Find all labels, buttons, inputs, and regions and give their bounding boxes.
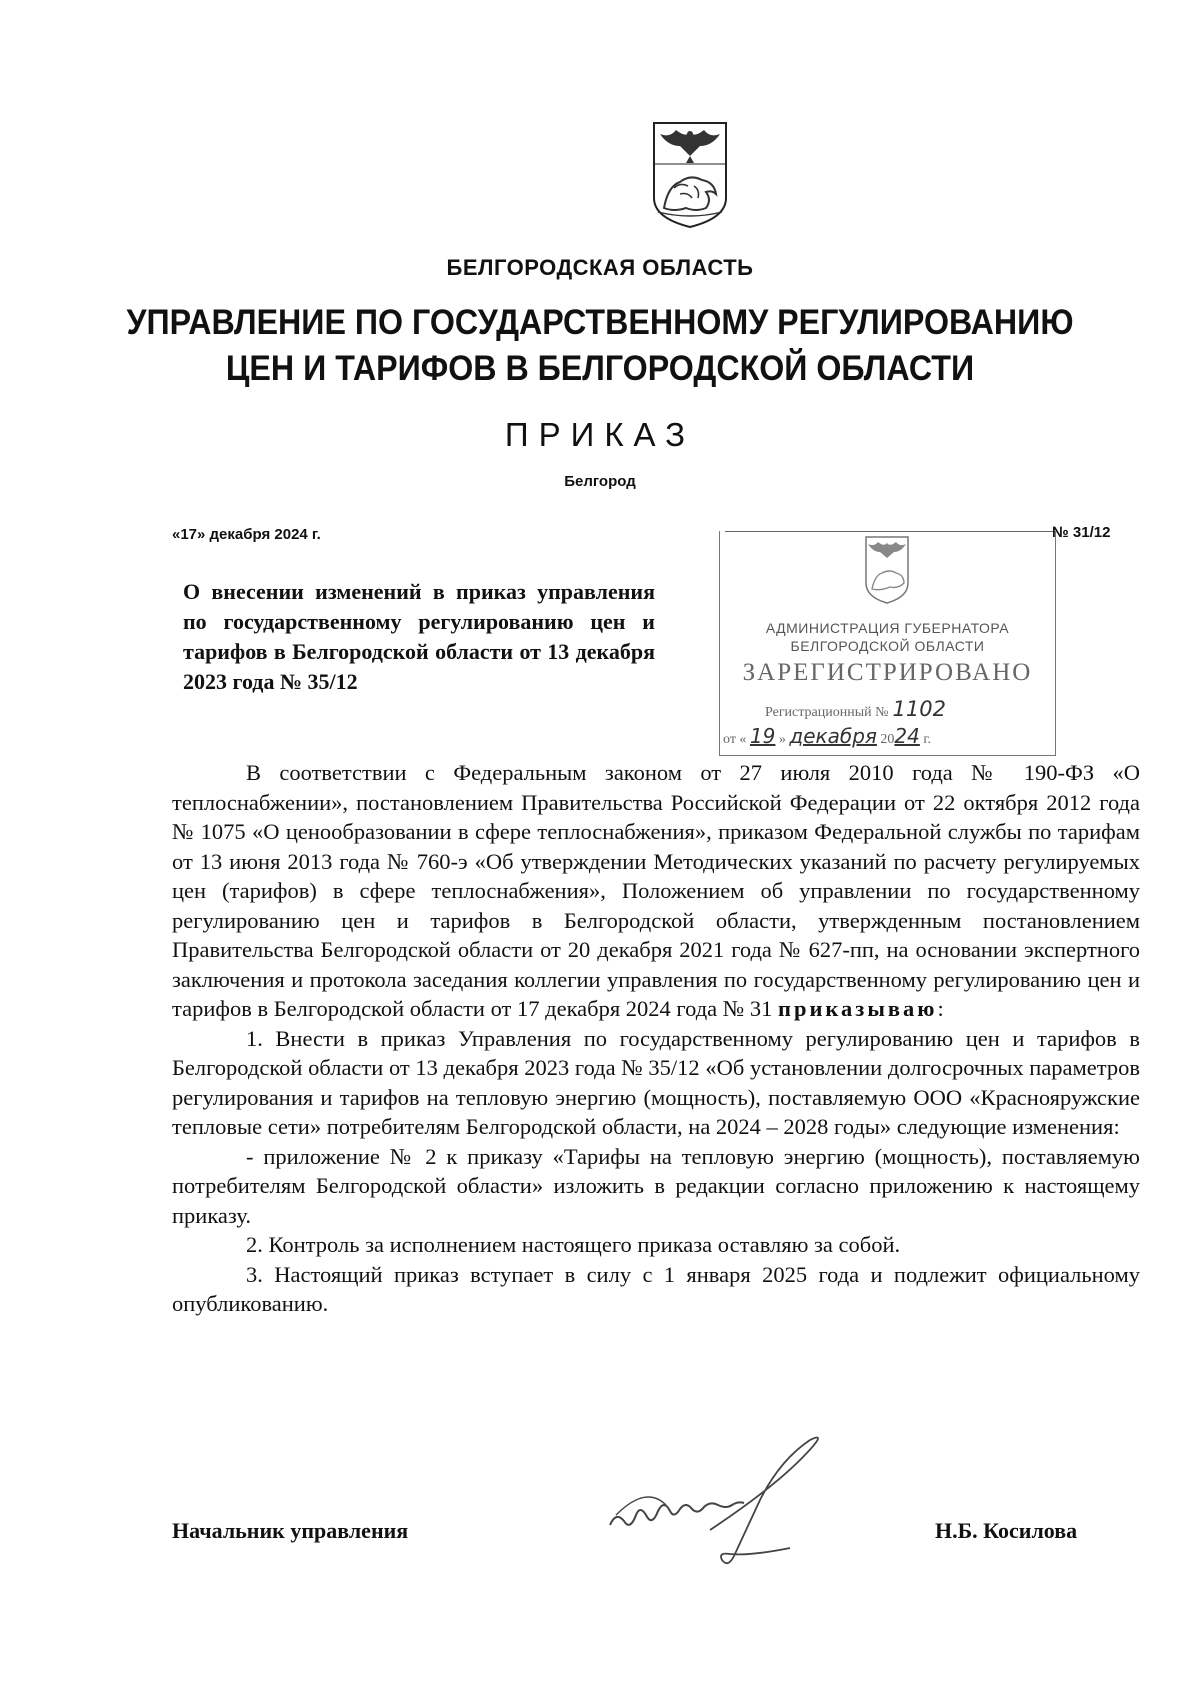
stamp-emblem-icon — [863, 535, 911, 605]
coat-of-arms-emblem — [650, 120, 730, 230]
stamp-year-prefix: 20 — [880, 732, 895, 747]
stamp-registered: ЗАРЕГИСТРИРОВАНО — [742, 659, 1033, 686]
stamp-organization — [720, 619, 1055, 655]
document-type: ПРИКАЗ — [504, 416, 696, 453]
clause-1: 1. Внести в приказ Управления по государственному регулированию цен и тарифов в Белгородской области от 13 декабря 2023 года № 35/12 «Об установлении долгосрочных параметров регулирования и тарифов на тепловую энергию (мощность), поставляемую ООО «Краснояружские тепловые сети» потребителям Белгородской области, на 2024 – 2028 годы» следующие изменения: — [172, 1025, 1140, 1139]
clause-1-item: - приложение № 2 к приказу «Тарифы на тепловую энергию (мощность), поставляемую потребителям Белгородской области» изложить в редакции согласно приложению к настоящему приказу. — [172, 1143, 1140, 1228]
order-subject: О внесении изменений в приказ управления по государственному регулированию цен и тарифов в Белгородской области от 13 декабря 2023 года № 35/12 — [183, 579, 655, 694]
order-body — [172, 758, 1140, 1319]
stamp-day: 19 — [749, 724, 776, 748]
registration-stamp — [719, 531, 1056, 756]
stamp-org-line-1: АДМИНИСТРАЦИЯ ГУБЕРНАТОРА — [765, 620, 1010, 636]
signatory-name: Н.Б. Косилова — [935, 1518, 1078, 1543]
signatory-position: Начальник управления — [172, 1518, 409, 1543]
preamble-paragraph — [172, 758, 1140, 1024]
city: Белгород — [564, 473, 636, 490]
department-line-1: УПРАВЛЕНИЕ ПО ГОСУДАРСТВЕННОМУ РЕГУЛИРОВАНИЮ — [126, 303, 1074, 342]
region-name: БЕЛГОРОДСКАЯ ОБЛАСТЬ — [446, 255, 754, 280]
stamp-registration-date — [723, 724, 931, 748]
preamble-text: В соответствии с Федеральным законом от 27 июля 2010 года № 190-ФЗ «О теплоснабжении», постановлением Правительства Российской Федерации от 22 октября 2012 года № 1075 «О ценообразовании в сфере теплоснабжения», приказом Федеральной службы по тарифам от 13 июня 2013 года № 760-э «Об утверждении Методических указаний по расчету регулируемых цен (тарифов) в сфере теплоснабжения», Положением об управлении по государственному регулированию цен и тарифов в Белгородской области, утвержденным постановлением Правительства Белгородской области от 20 декабря 2021 года № 627-пп, на основании экспертного заключения и протокола заседания коллегии управления по государственному регулированию цен и тарифов в Белгородской области от 17 декабря 2024 года № 31 — [172, 760, 1140, 1021]
stamp-year-suffix: 24 — [894, 724, 920, 748]
handwritten-signature — [590, 1425, 890, 1565]
clause-3: 3. Настоящий приказ вступает в силу с 1 января 2025 года и подлежит официальному опубликованию. — [172, 1261, 1140, 1316]
clause-2: 2. Контроль за исполнением настоящего приказа оставляю за собой. — [246, 1232, 901, 1257]
stamp-registration-number — [765, 697, 946, 721]
stamp-date-prefix: от « — [723, 732, 747, 747]
preamble-end: : — [937, 996, 944, 1021]
stamp-month: декабря — [789, 724, 877, 748]
stamp-reg-number: 1102 — [892, 697, 946, 721]
order-date: «17» декабря 2024 г. — [172, 526, 321, 543]
stamp-year-mark: г. — [923, 732, 932, 747]
stamp-reg-label: Регистрационный № — [765, 705, 889, 720]
stamp-day-close: » — [778, 732, 786, 747]
order-number: № 31/12 — [1052, 524, 1111, 541]
department-line-2: ЦЕН И ТАРИФОВ В БЕЛГОРОДСКОЙ ОБЛАСТИ — [225, 349, 975, 388]
department-name — [48, 300, 1152, 392]
order-word: приказываю — [777, 996, 938, 1021]
stamp-org-line-2: БЕЛГОРОДСКОЙ ОБЛАСТИ — [790, 638, 985, 654]
